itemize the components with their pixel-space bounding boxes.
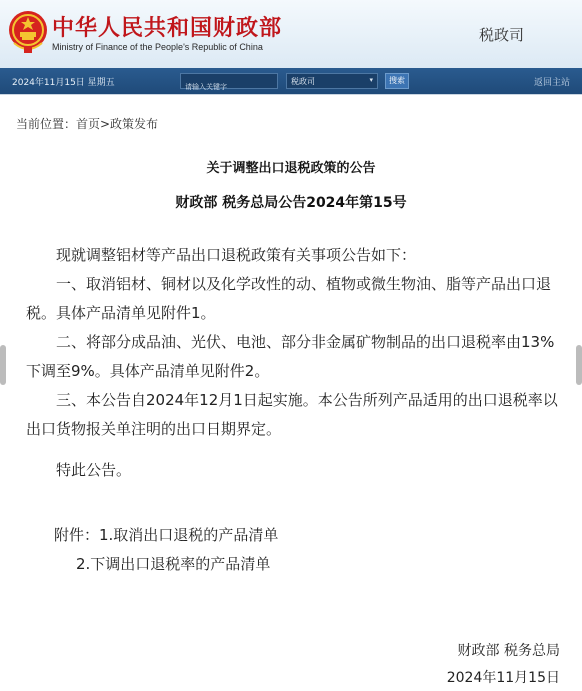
divider — [0, 94, 582, 95]
site-header — [0, 0, 582, 68]
scope-select-value: 税政司 — [291, 77, 315, 86]
signature-organization: 财政部 税务总局 — [457, 643, 560, 659]
attachment-item[interactable]: 2.下调出口退税率的产品清单 — [76, 555, 271, 573]
scroll-handle-left[interactable] — [0, 345, 6, 385]
article-paragraph: 三、本公告自2024年12月1日起实施。本公告所列产品适用的出口退税率以出口货物报关单注明的出口日期界定。 — [26, 391, 558, 438]
article-title: 关于调整出口退税政策的公告 — [206, 161, 376, 176]
breadcrumb[interactable]: 当前位置：首页>政策发布 — [16, 117, 159, 131]
article-paragraph: 二、将部分成品油、光伏、电池、部分非金属矿物制品的出口退税率由13%下调至9%。具体产品清单见附件2。 — [26, 333, 555, 380]
signature-date: 2024年11月15日 — [446, 670, 560, 686]
chevron-down-icon: ▾ — [369, 76, 373, 84]
attachment-item[interactable]: 附件：1.取消出口退税的产品清单 — [54, 526, 279, 544]
department-name: 税政司 — [478, 26, 524, 44]
search-box — [180, 73, 278, 89]
home-link[interactable]: 返回主站 — [533, 78, 570, 88]
article-paragraph: 一、取消铝材、铜材以及化学改性的动、植物或微生物油、脂等产品出口退税。具体产品清单见附件1。 — [26, 275, 552, 322]
scope-select[interactable] — [286, 73, 378, 89]
article-paragraph: 现就调整铝材等产品出口退税政策有关事项公告如下： — [56, 246, 417, 264]
scroll-handle-right[interactable] — [576, 345, 582, 385]
current-date: 2024年11月15日 星期五 — [12, 78, 115, 88]
site-name-en: Ministry of Finance of the People's Republic of China — [52, 42, 263, 52]
article-paragraph: 特此公告。 — [56, 461, 132, 479]
search-button[interactable]: 搜索 — [385, 73, 409, 89]
national-emblem-icon — [8, 9, 48, 55]
document-number: 财政部 税务总局公告2024年第15号 — [175, 195, 407, 211]
search-input[interactable] — [181, 80, 277, 94]
site-name-cn: 中华人民共和国财政部 — [52, 16, 283, 41]
nav-bar — [0, 68, 582, 94]
